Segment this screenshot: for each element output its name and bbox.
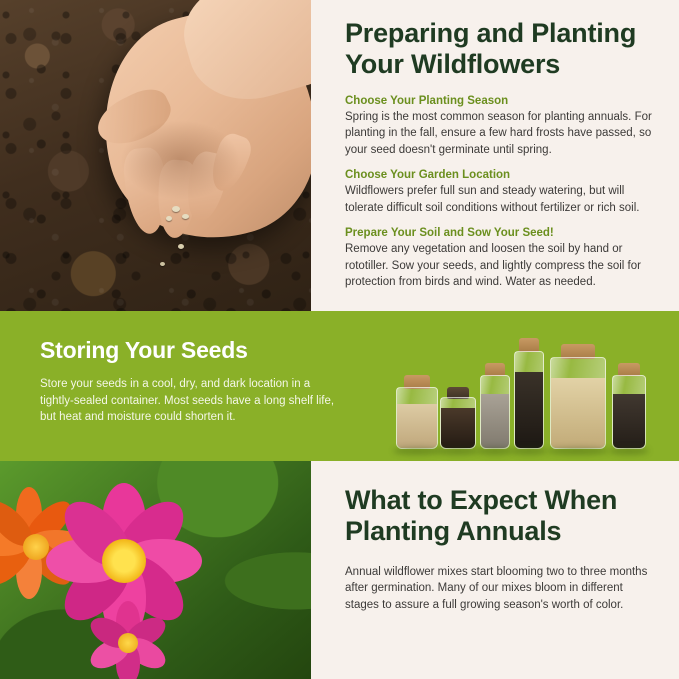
jar-glass xyxy=(440,397,476,449)
jar-shadow xyxy=(609,447,649,455)
subheading-prepare-soil: Prepare Your Soil and Sow Your Seed! xyxy=(345,227,554,240)
jar-shadow xyxy=(393,447,441,455)
hand-planting-seeds-image xyxy=(0,0,311,311)
jar-dark-brown-seeds xyxy=(440,397,476,449)
jar-tall-black-seeds xyxy=(514,351,544,449)
jar-tan-flat-seeds xyxy=(550,357,606,449)
section2-paragraph: Store your seeds in a cool, dry, and dark location in a tightly-sealed container. Most seeds have a long shelf life, but heat and moisture could shorten it. xyxy=(40,378,335,424)
jar-contents xyxy=(613,394,645,448)
seed-icon xyxy=(172,206,180,212)
palm-shadow xyxy=(120,120,240,200)
seed-icon xyxy=(160,262,165,266)
jar-contents xyxy=(551,378,605,448)
jar-small-beige-seeds xyxy=(396,387,438,449)
section-what-to-expect xyxy=(0,461,679,679)
subheading-garden-location: Choose Your Garden Location xyxy=(345,169,511,182)
jar-small-dark-seeds xyxy=(612,375,646,449)
seed-icon xyxy=(182,214,189,219)
jar-shadow xyxy=(511,447,547,455)
section2-text-panel xyxy=(40,337,340,426)
jar-glass xyxy=(480,375,510,449)
flower-center xyxy=(102,539,146,583)
jar-glass xyxy=(396,387,438,449)
seed-icon xyxy=(178,244,184,249)
section2-title: Storing Your Seeds xyxy=(40,337,248,363)
seed-icon xyxy=(166,216,172,221)
paragraph-garden-location: Wildflowers prefer full sun and steady watering, but will tolerate difficult soil conditions without fertilizer or rich soil. xyxy=(345,185,640,214)
section3-paragraph: Annual wildflower mixes start blooming two to three months after germination. Many of our mixes bloom in different stages to assure a full growing season's worth of color. xyxy=(345,565,648,611)
jar-grey-seeds xyxy=(480,375,510,449)
flower-center xyxy=(118,633,138,653)
jar-contents xyxy=(397,404,437,448)
seed-jars-image xyxy=(378,325,658,449)
paragraph-prepare-soil: Remove any vegetation and loosen the soil by hand or rototiller. Sow your seeds, and lightly compress the soil for protection from birds and wind. Water as needed. xyxy=(345,243,641,289)
subheading-planting-season: Choose Your Planting Season xyxy=(345,94,509,107)
jar-shadow xyxy=(547,447,609,455)
section3-title: What to Expect When Planting Annuals xyxy=(345,485,618,547)
jar-contents xyxy=(481,394,509,448)
section-preparing-and-planting xyxy=(0,0,679,311)
jar-glass xyxy=(514,351,544,449)
jar-shadow xyxy=(477,447,513,455)
jar-contents xyxy=(441,408,475,448)
jar-shadow xyxy=(437,447,479,455)
wildflowers-image xyxy=(0,461,311,679)
jar-glass xyxy=(612,375,646,449)
section-storing-your-seeds xyxy=(0,311,679,461)
cork-icon xyxy=(519,338,539,352)
jar-contents xyxy=(515,372,543,448)
section1-title: Preparing and Planting Your Wildflowers xyxy=(345,18,637,80)
paragraph-planting-season: Spring is the most common season for planting annuals. For planting in the fall, ensure a few hard frosts have passed, so your seed doesn't germinate until spring. xyxy=(345,110,652,156)
jar-glass xyxy=(550,357,606,449)
pink-flower-bud xyxy=(84,599,172,679)
section1-text-panel xyxy=(311,0,679,311)
section3-text-panel xyxy=(311,461,679,679)
